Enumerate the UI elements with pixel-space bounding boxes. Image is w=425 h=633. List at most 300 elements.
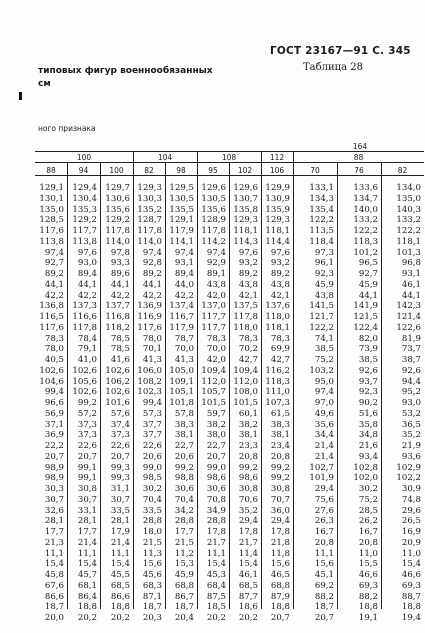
table-cell: 130,3 bbox=[137, 193, 162, 204]
table-cell: 93,1 bbox=[174, 258, 194, 269]
group-header-164: 164 bbox=[352, 142, 368, 151]
table-cell: 88,2 bbox=[358, 591, 378, 602]
table-cell: 89,1 bbox=[206, 269, 226, 279]
table-cell: 74,1 bbox=[314, 333, 334, 344]
table-cell: 122,6 bbox=[396, 322, 421, 333]
table-cell: 26,3 bbox=[314, 516, 334, 527]
table-number: Таблица 28 bbox=[303, 62, 363, 73]
table-cell: 113,8 bbox=[72, 236, 97, 247]
table-cell: 20,8 bbox=[314, 537, 334, 548]
table-cell: 20,2 bbox=[238, 613, 258, 623]
table-cell: 42,2 bbox=[77, 290, 97, 301]
table-cell: 11,8 bbox=[270, 548, 290, 559]
table-cell: 78,3 bbox=[206, 333, 226, 344]
table-cell: 42,7 bbox=[238, 355, 258, 365]
table-cell: 87,1 bbox=[142, 591, 162, 602]
table-cell: 140,0 bbox=[353, 204, 378, 215]
table-cell: 74,8 bbox=[401, 494, 421, 505]
table-cell: 93,0 bbox=[77, 258, 97, 269]
table-cell: 20,2 bbox=[206, 613, 226, 623]
table-cell: 133,1 bbox=[309, 183, 334, 193]
table-cell: 135,0 bbox=[39, 204, 64, 215]
table-cell: 46,5 bbox=[270, 570, 290, 580]
table-cell: 117,7 bbox=[201, 322, 226, 333]
table-cell: 34,4 bbox=[314, 430, 334, 441]
table-cell: 117,8 bbox=[72, 322, 97, 333]
table-cell: 30,8 bbox=[270, 484, 290, 494]
table-cell: 92,6 bbox=[401, 365, 421, 376]
table-cell: 73,9 bbox=[358, 344, 378, 355]
table-cell: 44,1 bbox=[142, 279, 162, 290]
table-cell: 129,7 bbox=[105, 183, 130, 193]
table-cell: 99,0 bbox=[142, 462, 162, 473]
table-cell: 11,2 bbox=[174, 548, 194, 559]
table-cell: 38,3 bbox=[270, 419, 290, 430]
table-cell: 18,8 bbox=[270, 602, 290, 613]
table-cell: 43,8 bbox=[270, 279, 290, 290]
table-cell: 44,1 bbox=[401, 290, 421, 301]
table-cell: 92,3 bbox=[358, 387, 378, 398]
table-cell: 69,3 bbox=[401, 580, 421, 591]
table-cell: 135,6 bbox=[105, 204, 130, 215]
table-cell: 11,1 bbox=[314, 548, 334, 559]
table-cell: 129,1 bbox=[169, 215, 194, 226]
table-cell: 28,1 bbox=[77, 516, 97, 527]
table-cell: 37,3 bbox=[77, 430, 97, 441]
table-cell: 130,4 bbox=[72, 193, 97, 204]
table-cell: 35,2 bbox=[401, 430, 421, 441]
table-cell: 70,2 bbox=[238, 344, 258, 355]
table-cell: 21,3 bbox=[44, 537, 64, 548]
table-cell: 114,1 bbox=[169, 236, 194, 247]
table-cell: 142,3 bbox=[396, 301, 421, 312]
column-header: 70 bbox=[310, 166, 320, 175]
table-cell: 53,2 bbox=[401, 408, 421, 419]
table-cell: 89,4 bbox=[77, 269, 97, 279]
table-cell: 41,3 bbox=[174, 355, 194, 365]
table-cell: 28,8 bbox=[174, 516, 194, 527]
table-cell: 37,4 bbox=[110, 419, 130, 430]
table-cell: 102,6 bbox=[39, 365, 64, 376]
column-header: 88 bbox=[46, 166, 56, 175]
table-cell: 98,6 bbox=[238, 473, 258, 484]
table-cell: 129,5 bbox=[169, 183, 194, 193]
table-cell: 117,6 bbox=[137, 322, 162, 333]
table-cell: 90,2 bbox=[358, 398, 378, 408]
table-cell: 122,4 bbox=[353, 322, 378, 333]
table-cell: 137,3 bbox=[72, 301, 97, 312]
table-cell: 116,6 bbox=[72, 312, 97, 322]
table-cell: 89,6 bbox=[110, 269, 130, 279]
table-cell: 17,9 bbox=[110, 527, 130, 537]
table-cell: 95,2 bbox=[401, 387, 421, 398]
table-cell: 113,8 bbox=[39, 236, 64, 247]
table-cell: 16,7 bbox=[358, 527, 378, 537]
table-cell: 69,9 bbox=[270, 344, 290, 355]
table-cell: 38,5 bbox=[314, 344, 334, 355]
table-cell: 69,2 bbox=[314, 580, 334, 591]
table-cell: 128,7 bbox=[137, 215, 162, 226]
table-cell: 21,4 bbox=[110, 537, 130, 548]
table-cell: 37,3 bbox=[110, 430, 130, 441]
table-cell: 20,6 bbox=[142, 451, 162, 462]
table-cell: 86,6 bbox=[44, 591, 64, 602]
table-cell: 17,7 bbox=[44, 527, 64, 537]
table-cell: 31,1 bbox=[110, 484, 130, 494]
table-cell: 96,8 bbox=[401, 258, 421, 269]
table-cell: 43,8 bbox=[238, 279, 258, 290]
table-cell: 29,4 bbox=[238, 516, 258, 527]
table-cell: 117,8 bbox=[105, 226, 130, 236]
table-cell: 118,4 bbox=[309, 236, 334, 247]
table-cell: 30,6 bbox=[206, 484, 226, 494]
table-cell: 137,4 bbox=[169, 301, 194, 312]
group-header-108: 108 bbox=[221, 153, 237, 162]
table-cell: 79,1 bbox=[77, 344, 97, 355]
table-cell: 45,9 bbox=[174, 570, 194, 580]
table-cell: 99,2 bbox=[238, 462, 258, 473]
table-cell: 111,0 bbox=[265, 387, 290, 398]
table-cell: 22,7 bbox=[174, 441, 194, 451]
table-cell: 56,9 bbox=[44, 408, 64, 419]
table-cell: 33,5 bbox=[142, 505, 162, 516]
table-cell: 38,1 bbox=[270, 430, 290, 441]
table-cell: 97,4 bbox=[142, 247, 162, 258]
table-cell: 29,4 bbox=[314, 484, 334, 494]
table-cell: 60,1 bbox=[238, 408, 258, 419]
table-cell: 93,6 bbox=[401, 451, 421, 462]
table-cell: 117,6 bbox=[39, 322, 64, 333]
table-cell: 134,0 bbox=[396, 183, 421, 193]
table-cell: 20,9 bbox=[401, 537, 421, 548]
table-cell: 102,6 bbox=[72, 365, 97, 376]
table-cell: 135,9 bbox=[265, 204, 290, 215]
table-cell: 68,1 bbox=[77, 580, 97, 591]
table-cell: 36,5 bbox=[401, 419, 421, 430]
table-cell: 18,8 bbox=[110, 602, 130, 613]
table-cell: 137,5 bbox=[233, 301, 258, 312]
table-cell: 98,6 bbox=[206, 473, 226, 484]
table-cell: 102,7 bbox=[309, 462, 334, 473]
table-cell: 38,3 bbox=[174, 419, 194, 430]
table-cell: 11,4 bbox=[238, 548, 258, 559]
table-cell: 30,7 bbox=[44, 494, 64, 505]
table-cell: 38,1 bbox=[174, 430, 194, 441]
table-cell: 30,6 bbox=[174, 484, 194, 494]
table-cell: 44,1 bbox=[110, 279, 130, 290]
table-cell: 29,4 bbox=[270, 516, 290, 527]
table-cell: 15,6 bbox=[314, 559, 334, 570]
column-header: 102 bbox=[237, 166, 253, 175]
table-cell: 99,0 bbox=[206, 462, 226, 473]
table-cell: 137,7 bbox=[105, 301, 130, 312]
table-cell: 136,9 bbox=[137, 301, 162, 312]
table-cell: 37,1 bbox=[44, 419, 64, 430]
table-cell: 75,2 bbox=[358, 494, 378, 505]
table-cell: 51,6 bbox=[358, 408, 378, 419]
table-cell: 134,7 bbox=[353, 193, 378, 204]
table-cell: 116,7 bbox=[169, 312, 194, 322]
table-cell: 135,5 bbox=[169, 204, 194, 215]
table-cell: 15,6 bbox=[270, 559, 290, 570]
table-cell: 106,2 bbox=[105, 376, 130, 387]
table-cell: 21,7 bbox=[238, 537, 258, 548]
table-cell: 68,3 bbox=[142, 580, 162, 591]
table-cell: 118,1 bbox=[265, 322, 290, 333]
table-cell: 130,7 bbox=[233, 193, 258, 204]
table-cell: 99,1 bbox=[77, 473, 97, 484]
table-cell: 42,0 bbox=[206, 290, 226, 301]
table-cell: 117,9 bbox=[169, 322, 194, 333]
table-cell: 45,8 bbox=[44, 570, 64, 580]
table-cell: 133,2 bbox=[396, 215, 421, 226]
table-cell: 45,1 bbox=[314, 570, 334, 580]
table-cell: 117,8 bbox=[201, 226, 226, 236]
table-cell: 28,8 bbox=[142, 516, 162, 527]
table-cell: 17,8 bbox=[206, 527, 226, 537]
table-cell: 57,3 bbox=[142, 408, 162, 419]
table-cell: 37,7 bbox=[142, 419, 162, 430]
table-cell: 30,8 bbox=[238, 484, 258, 494]
table-cell: 135,6 bbox=[201, 204, 226, 215]
table-cell: 30,3 bbox=[44, 484, 64, 494]
table-cell: 99,2 bbox=[77, 398, 97, 408]
table-cell: 44,0 bbox=[174, 279, 194, 290]
standard-page-header: ГОСТ 23167—91 С. 345 bbox=[270, 45, 411, 57]
table-cell: 40,5 bbox=[44, 355, 64, 365]
table-cell: 93,1 bbox=[401, 269, 421, 279]
table-cell: 23,3 bbox=[238, 441, 258, 451]
table-cell: 99,4 bbox=[142, 398, 162, 408]
table-cell: 99,4 bbox=[44, 387, 64, 398]
table-cell: 97,4 bbox=[206, 247, 226, 258]
table-cell: 99,3 bbox=[110, 462, 130, 473]
table-cell: 73,7 bbox=[401, 344, 421, 355]
table-cell: 43,8 bbox=[206, 279, 226, 290]
table-cell: 70,0 bbox=[206, 344, 226, 355]
table-cell: 116,9 bbox=[137, 312, 162, 322]
table-cell: 109,4 bbox=[233, 365, 258, 376]
table-cell: 18,8 bbox=[401, 602, 421, 613]
table-cell: 22,6 bbox=[77, 441, 97, 451]
table-cell: 44,1 bbox=[44, 279, 64, 290]
table-cell: 92,7 bbox=[358, 269, 378, 279]
table-cell: 133,2 bbox=[353, 215, 378, 226]
table-cell: 33,1 bbox=[77, 505, 97, 516]
table-cell: 129,9 bbox=[265, 183, 290, 193]
table-cell: 20,0 bbox=[44, 613, 64, 623]
table-cell: 42,2 bbox=[142, 290, 162, 301]
table-cell: 87,5 bbox=[206, 591, 226, 602]
table-cell: 70,8 bbox=[206, 494, 226, 505]
table-cell: 101,5 bbox=[201, 398, 226, 408]
table-cell: 130,5 bbox=[169, 193, 194, 204]
table-cell: 128,5 bbox=[39, 215, 64, 226]
table-cell: 69,3 bbox=[358, 580, 378, 591]
column-header: 100 bbox=[109, 166, 124, 175]
table-cell: 116,8 bbox=[105, 312, 130, 322]
table-cell: 18,8 bbox=[77, 602, 97, 613]
table-cell: 16,7 bbox=[314, 527, 334, 537]
table-cell: 42,0 bbox=[206, 355, 226, 365]
table-cell: 97,4 bbox=[44, 247, 64, 258]
table-cell: 18,0 bbox=[142, 527, 162, 537]
table-cell: 17,8 bbox=[238, 527, 258, 537]
column-header: 98 bbox=[176, 166, 186, 175]
column-header: 82 bbox=[397, 166, 408, 175]
table-cell: 20,7 bbox=[314, 613, 334, 623]
table-cell: 78,7 bbox=[174, 333, 194, 344]
table-cell: 114,4 bbox=[265, 236, 290, 247]
table-cell: 34,2 bbox=[174, 505, 194, 516]
table-cell: 78,5 bbox=[110, 344, 130, 355]
table-cell: 104,6 bbox=[39, 376, 64, 387]
table-cell: 92,6 bbox=[358, 365, 378, 376]
table-cell: 42,2 bbox=[110, 290, 130, 301]
table-cell: 44,1 bbox=[77, 279, 97, 290]
table-cell: 43,8 bbox=[314, 290, 334, 301]
table-cell: 96,6 bbox=[44, 398, 64, 408]
table-cell: 135,3 bbox=[72, 204, 97, 215]
group-header-88: 88 bbox=[353, 153, 364, 162]
table-cell: 19,1 bbox=[358, 613, 378, 623]
table-cell: 45,6 bbox=[142, 570, 162, 580]
table-cell: 30,8 bbox=[77, 484, 97, 494]
table-cell: 20,7 bbox=[110, 451, 130, 462]
table-cell: 30,7 bbox=[77, 494, 97, 505]
table-cell: 78,0 bbox=[44, 344, 64, 355]
table-cell: 95,0 bbox=[314, 376, 334, 387]
table-cell: 18,8 bbox=[358, 602, 378, 613]
table-cell: 93,4 bbox=[358, 451, 378, 462]
table-cell: 35,8 bbox=[358, 419, 378, 430]
table-cell: 96,1 bbox=[314, 258, 334, 269]
table-cell: 82,0 bbox=[358, 333, 378, 344]
table-cell: 97,6 bbox=[270, 247, 290, 258]
table-cell: 93,7 bbox=[358, 376, 378, 387]
table-cell: 15,6 bbox=[142, 559, 162, 570]
table-cell: 101,8 bbox=[169, 398, 194, 408]
table-cell: 99,2 bbox=[270, 462, 290, 473]
table-cell: 29,6 bbox=[401, 505, 421, 516]
table-cell: 117,9 bbox=[169, 226, 194, 236]
table-cell: 122,2 bbox=[309, 215, 334, 226]
table-cell: 70,4 bbox=[142, 494, 162, 505]
table-cell: 89,2 bbox=[142, 269, 162, 279]
table-cell: 22,2 bbox=[44, 441, 64, 451]
table-cell: 57,2 bbox=[77, 408, 97, 419]
table-cell: 129,1 bbox=[39, 183, 64, 193]
table-cell: 21,7 bbox=[206, 537, 226, 548]
table-cell: 89,4 bbox=[174, 269, 194, 279]
table-cell: 11,1 bbox=[77, 548, 97, 559]
table-cell: 21,4 bbox=[314, 451, 334, 462]
table-cell: 22,7 bbox=[206, 441, 226, 451]
table-cell: 117,7 bbox=[201, 312, 226, 322]
table-cell: 70,0 bbox=[174, 344, 194, 355]
table-cell: 93,0 bbox=[401, 398, 421, 408]
table-cell: 20,8 bbox=[358, 537, 378, 548]
table-cell: 101,2 bbox=[353, 247, 378, 258]
table-cell: 20,8 bbox=[238, 451, 258, 462]
table-cell: 45,9 bbox=[314, 279, 334, 290]
table-cell: 68,8 bbox=[270, 580, 290, 591]
table-cell: 34,8 bbox=[358, 430, 378, 441]
table-cell: 78,3 bbox=[44, 333, 64, 344]
table-cell: 70,7 bbox=[270, 494, 290, 505]
table-cell: 130,1 bbox=[39, 193, 64, 204]
table-cell: 38,1 bbox=[238, 430, 258, 441]
table-cell: 15,4 bbox=[44, 559, 64, 570]
table-cell: 11,1 bbox=[206, 548, 226, 559]
table-cell: 28,8 bbox=[206, 516, 226, 527]
table-cell: 18,7 bbox=[174, 602, 194, 613]
table-cell: 17,7 bbox=[174, 527, 194, 537]
table-cell: 102,6 bbox=[72, 387, 97, 398]
table-cell: 92,7 bbox=[44, 258, 64, 269]
table-cell: 21,5 bbox=[142, 537, 162, 548]
table-cell: 97,8 bbox=[110, 247, 130, 258]
table-cell: 114,3 bbox=[233, 236, 258, 247]
table-cell: 135,0 bbox=[396, 193, 421, 204]
table-cell: 137,6 bbox=[265, 301, 290, 312]
table-cell: 67,6 bbox=[44, 580, 64, 591]
table-cell: 78,5 bbox=[110, 333, 130, 344]
table-cell: 134,3 bbox=[309, 193, 334, 204]
table-cell: 102,8 bbox=[353, 462, 378, 473]
table-cell: 15,4 bbox=[206, 559, 226, 570]
table-cell: 103,2 bbox=[309, 365, 334, 376]
table-cell: 94,4 bbox=[401, 376, 421, 387]
table-cell: 98,9 bbox=[44, 473, 64, 484]
table-cell: 114,0 bbox=[137, 236, 162, 247]
table-cell: 129,3 bbox=[137, 183, 162, 193]
table-cell: 45,9 bbox=[358, 279, 378, 290]
table-cell: 86,4 bbox=[77, 591, 97, 602]
table-cell: 78,4 bbox=[77, 333, 97, 344]
table-cell: 57,8 bbox=[174, 408, 194, 419]
table-cell: 32,6 bbox=[44, 505, 64, 516]
table-cell: 106,0 bbox=[137, 365, 162, 376]
table-cell: 21,8 bbox=[270, 537, 290, 548]
table-cell: 122,2 bbox=[309, 322, 334, 333]
table-cell: 17,8 bbox=[270, 527, 290, 537]
column-header: 94 bbox=[78, 166, 89, 175]
table-cell: 11,3 bbox=[142, 548, 162, 559]
table-cell: 20,8 bbox=[270, 451, 290, 462]
table-cell: 21,4 bbox=[77, 537, 97, 548]
table-cell: 21,5 bbox=[174, 537, 194, 548]
table-cell: 130,6 bbox=[105, 193, 130, 204]
table-cell: 44,1 bbox=[358, 290, 378, 301]
table-cell: 118,1 bbox=[265, 226, 290, 236]
table-cell: 70,1 bbox=[142, 344, 162, 355]
table-cell: 93,3 bbox=[110, 258, 130, 269]
table-cell: 135,2 bbox=[137, 204, 162, 215]
table-cell: 129,4 bbox=[72, 183, 97, 193]
table-cell: 20,7 bbox=[77, 451, 97, 462]
table-cell: 38,7 bbox=[401, 355, 421, 365]
table-cell: 41,6 bbox=[110, 355, 130, 365]
table-cell: 129,2 bbox=[72, 215, 97, 226]
table-cell: 42,1 bbox=[238, 290, 258, 301]
table-cell: 18,7 bbox=[44, 602, 64, 613]
table-cell: 20,2 bbox=[110, 613, 130, 623]
table-cell: 109,4 bbox=[201, 365, 226, 376]
table-cell: 68,8 bbox=[174, 580, 194, 591]
table-cell: 20,3 bbox=[142, 613, 162, 623]
table-cell: 117,7 bbox=[72, 226, 97, 236]
